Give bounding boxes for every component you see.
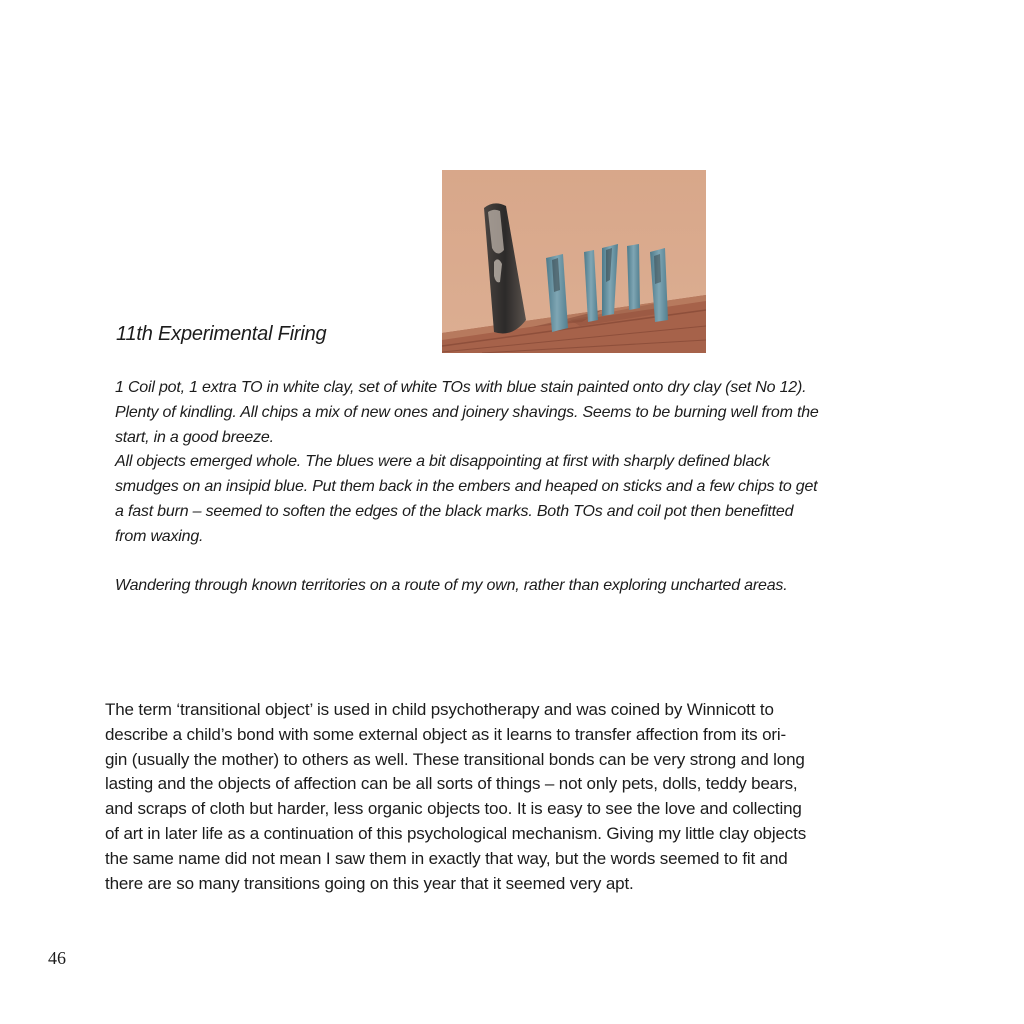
notes-line: start, in a good breeze. [115, 428, 274, 446]
notes-line: Plenty of kindling. All chips a mix of new ones and joinery shavings. Seems to be burning well from the [115, 403, 819, 421]
essay-line: of art in later life as a continuation of this psychological mechanism. Giving my little clay objects [105, 823, 807, 843]
essay-paragraph [105, 698, 915, 896]
notes-line: a fast burn – seemed to soften the edges of the black marks. Both TOs and coil pot then benefitted [115, 502, 794, 520]
reflection-line: Wandering through known territories on a route of my own, rather than exploring uncharted areas. [115, 577, 788, 595]
essay-line: lasting and the objects of affection can be all sorts of things – not only pets, dolls, teddy bears, [105, 774, 798, 794]
essay-line: there are so many transitions going on this year that it seemed very apt. [105, 873, 634, 893]
essay-line: and scraps of cloth but harder, less organic objects too. It is easy to see the love and collecting [105, 799, 802, 819]
essay-line: the same name did not mean I saw them in exactly that way, but the words seemed to fit and [105, 848, 788, 868]
essay-line: gin (usually the mother) to others as well. These transitional bonds can be very strong and long [105, 749, 805, 769]
essay-line: The term ‘transitional object’ is used in child psychotherapy and was coined by Winnicott to [105, 700, 774, 719]
firing-notes [115, 376, 915, 599]
essay-line: describe a child’s bond with some external object as it learns to transfer affection from its ori- [105, 724, 787, 744]
page-number: 46 [48, 948, 66, 968]
notes-line: 1 Coil pot, 1 extra TO in white clay, set of white TOs with blue stain painted onto dry clay (set No 12). [115, 379, 807, 396]
notes-line: All objects emerged whole. The blues were a bit disappointing at first with sharply defined black [115, 453, 770, 471]
notes-line: from waxing. [115, 527, 204, 545]
clay-objects-photo [442, 170, 706, 353]
notes-line: smudges on an insipid blue. Put them back in the embers and heaped on sticks and a few chips to get [115, 478, 818, 496]
firing-title: 11th Experimental Firing [116, 323, 327, 345]
